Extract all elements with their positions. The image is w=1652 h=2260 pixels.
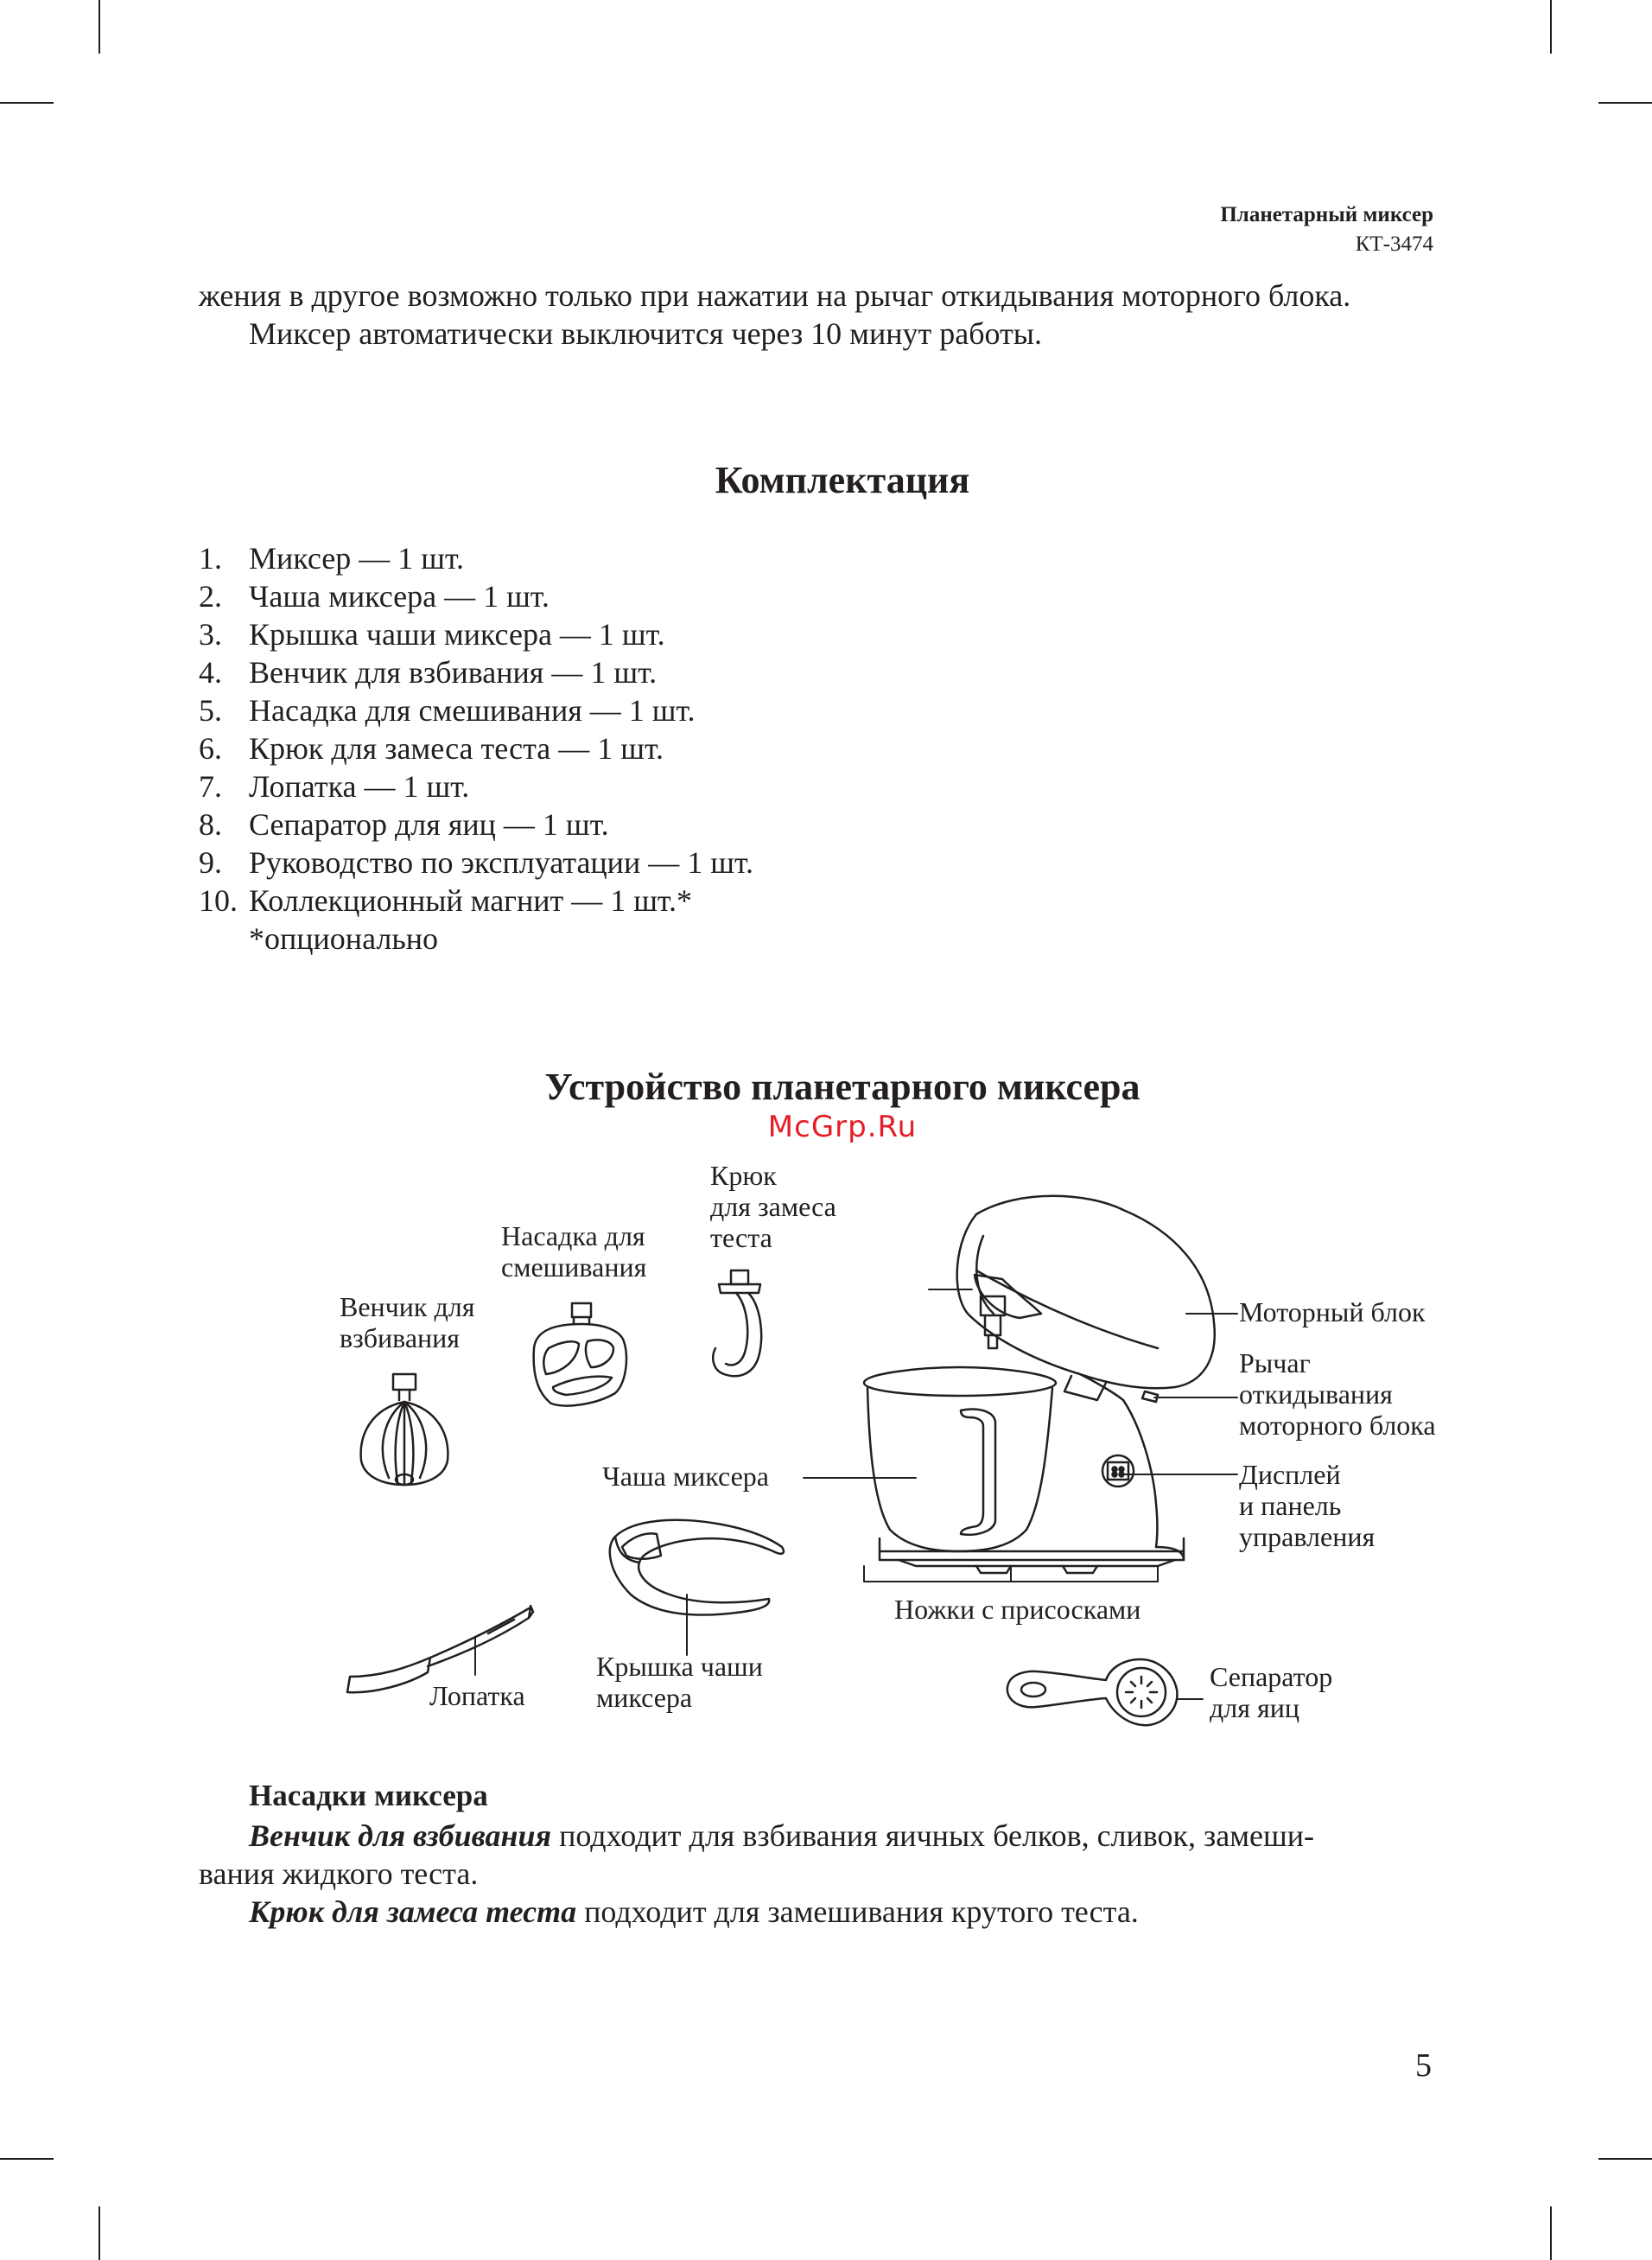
label-dough-hook: Крюк для замеса теста	[710, 1160, 836, 1253]
list-item: 4. Венчик для взбивания — 1 шт.	[199, 655, 658, 690]
list-item: 6. Крюк для замеса теста — 1 шт.	[199, 731, 664, 766]
bowl-lid-illustration	[610, 1520, 784, 1615]
product-name: Планетарный миксер	[1220, 203, 1433, 226]
watermark: McGrp.Ru	[767, 1110, 918, 1144]
model-number: КТ-3474	[1355, 232, 1433, 256]
label-spatula: Лопатка	[429, 1680, 525, 1711]
list-item: 8. Сепаратор для яиц — 1 шт.	[199, 807, 609, 842]
list-item: 2. Чаша миксера — 1 шт.	[199, 579, 550, 614]
label-motor-unit: Моторный блок	[1239, 1296, 1426, 1327]
list-item: 10. Коллекционный магнит — 1 шт.*	[199, 883, 692, 918]
kit-heading: Комплектация	[715, 459, 970, 501]
whisk-description-cont: вания жидкого теста.	[199, 1856, 479, 1891]
page-number: 5	[1415, 2047, 1432, 2084]
label-bowl-lid: Крышка чаши миксера	[596, 1651, 763, 1713]
intro-line-2: Миксер автоматически выключится через 10 минут работы.	[249, 316, 1042, 351]
list-item: 9. Руководство по эксплуатации — 1 шт.	[199, 845, 753, 880]
list-item: 7. Лопатка — 1 шт.	[199, 769, 470, 804]
whisk-illustration	[361, 1374, 448, 1485]
intro-line-1: жения в другое возможно только при нажатии на рычаг откидывания моторного блока.	[199, 278, 1351, 313]
label-flat-beater: Насадка для смешивания	[501, 1220, 647, 1283]
list-footnote: *опционально	[249, 921, 439, 956]
label-display-panel: Дисплей и панель управления	[1239, 1459, 1376, 1552]
label-bowl: Чаша миксера	[602, 1461, 769, 1492]
list-item: 5. Насадка для смешивания — 1 шт.	[199, 693, 696, 728]
label-whisk: Венчик для взбивания	[340, 1291, 475, 1353]
egg-separator-illustration	[1007, 1659, 1178, 1725]
whisk-description: Венчик для взбивания подходит для взбивания яичных белков, сливок, замеши-	[249, 1818, 1314, 1853]
leader-lines	[475, 1289, 1237, 1699]
flat-beater-illustration	[534, 1303, 626, 1406]
stand-mixer-illustration	[864, 1196, 1215, 1573]
label-tilt-lever: Рычаг откидывания моторного блока	[1239, 1347, 1436, 1441]
label-egg-separator: Сепаратор для яиц	[1210, 1661, 1333, 1723]
list-item: 3. Крышка чаши миксера — 1 шт.	[199, 617, 665, 652]
device-heading: Устройство планетарного миксера	[544, 1066, 1141, 1108]
attachments-heading: Насадки миксера	[249, 1779, 488, 1812]
label-suction-feet: Ножки с присосками	[894, 1594, 1141, 1625]
dough-hook-illustration	[713, 1270, 761, 1376]
list-item: 1. Миксер — 1 шт.	[199, 541, 465, 576]
hook-description: Крюк для замеса теста подходит для замешивания крутого теста.	[249, 1894, 1139, 1929]
